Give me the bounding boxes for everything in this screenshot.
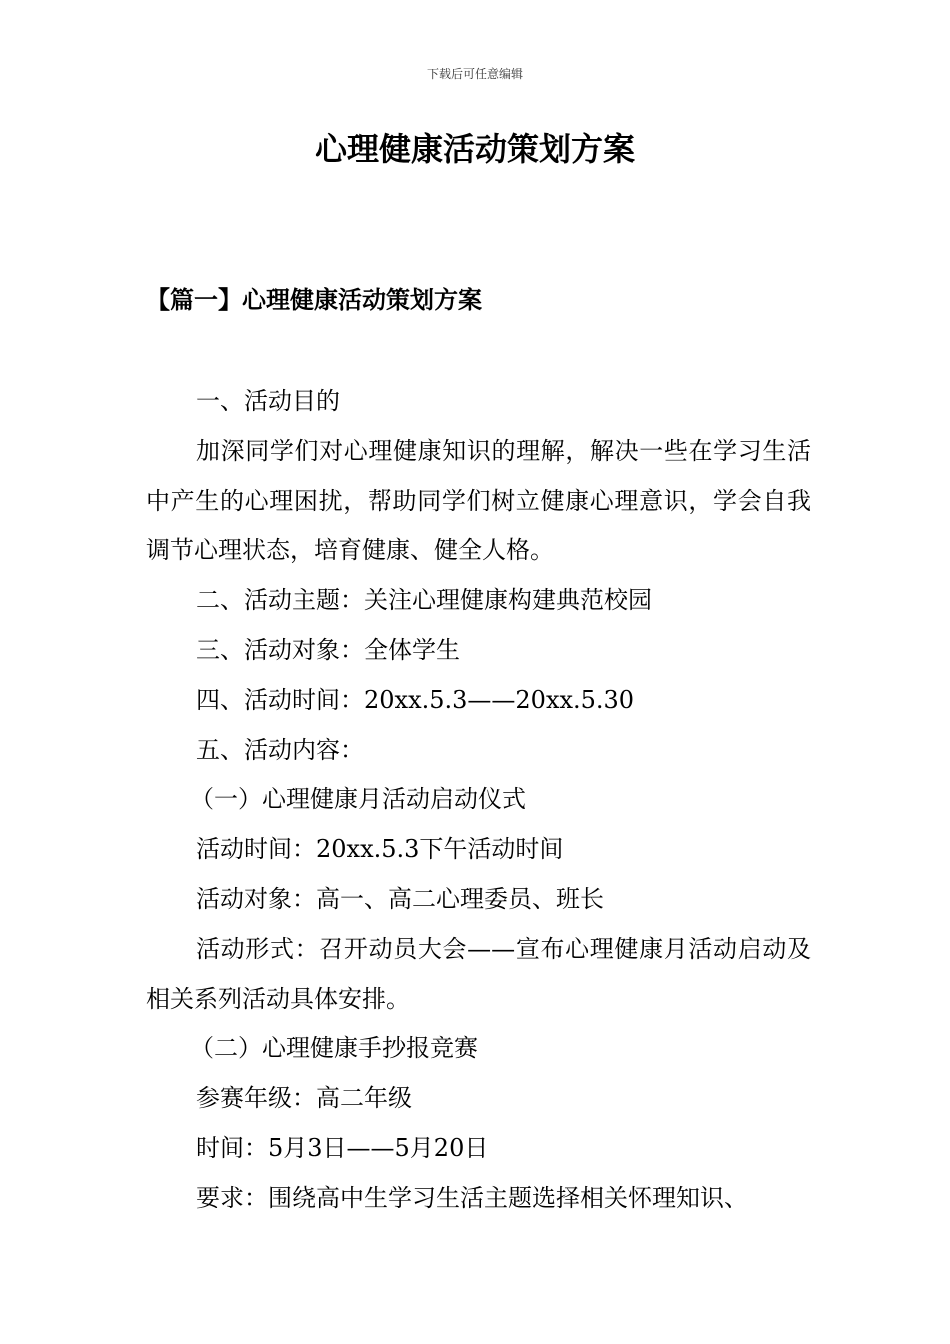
paragraph-grade: 参赛年级：高二年级 — [196, 1084, 412, 1113]
paragraph-contest-time: 时间：5月3日——5月20日 — [196, 1133, 489, 1162]
paragraph-requirements: 要求：围绕高中生学习生活主题选择相关怀理知识、 — [196, 1183, 748, 1212]
paragraph-subsection-launch: （一）心理健康月活动启动仪式 — [190, 785, 526, 814]
paragraph-subsection-handwritten-newspaper: （二）心理健康手抄报竞赛 — [190, 1034, 478, 1063]
section-heading: 【篇一】心理健康活动策划方案 — [146, 285, 482, 314]
paragraph-activity-purpose: 加深同学们对心理健康知识的理解，解决一些在学习生活中产生的心理困扰，帮助同学们树立健康心理意识，学会自我调节心理状态，培育健康、健全人格。 — [146, 436, 811, 565]
paragraph-launch-target: 活动对象：高一、高二心理委员、班长 — [196, 884, 604, 913]
paragraph-launch-time: 活动时间：20xx.5.3下午活动时间 — [196, 835, 564, 864]
paragraph-activity-target: 三、活动对象：全体学生 — [196, 635, 460, 664]
paragraph-launch-format: 活动形式：召开动员大会——宣布心理健康月活动启动及相关系列活动具体安排。 — [146, 934, 811, 1013]
header-note: 下载后可任意编辑 — [426, 67, 523, 81]
paragraph-activity-content-heading: 五、活动内容： — [196, 735, 364, 764]
document-body — [146, 377, 811, 1224]
paragraph-activity-time: 四、活动时间：20xx.5.3——20xx.5.30 — [196, 685, 635, 714]
paragraph-activity-purpose-heading: 一、活动目的 — [196, 387, 340, 415]
paragraph-activity-theme: 二、活动主题：关注心理健康构建典范校园 — [196, 586, 652, 615]
document-title: 心理健康活动策划方案 — [314, 130, 635, 168]
